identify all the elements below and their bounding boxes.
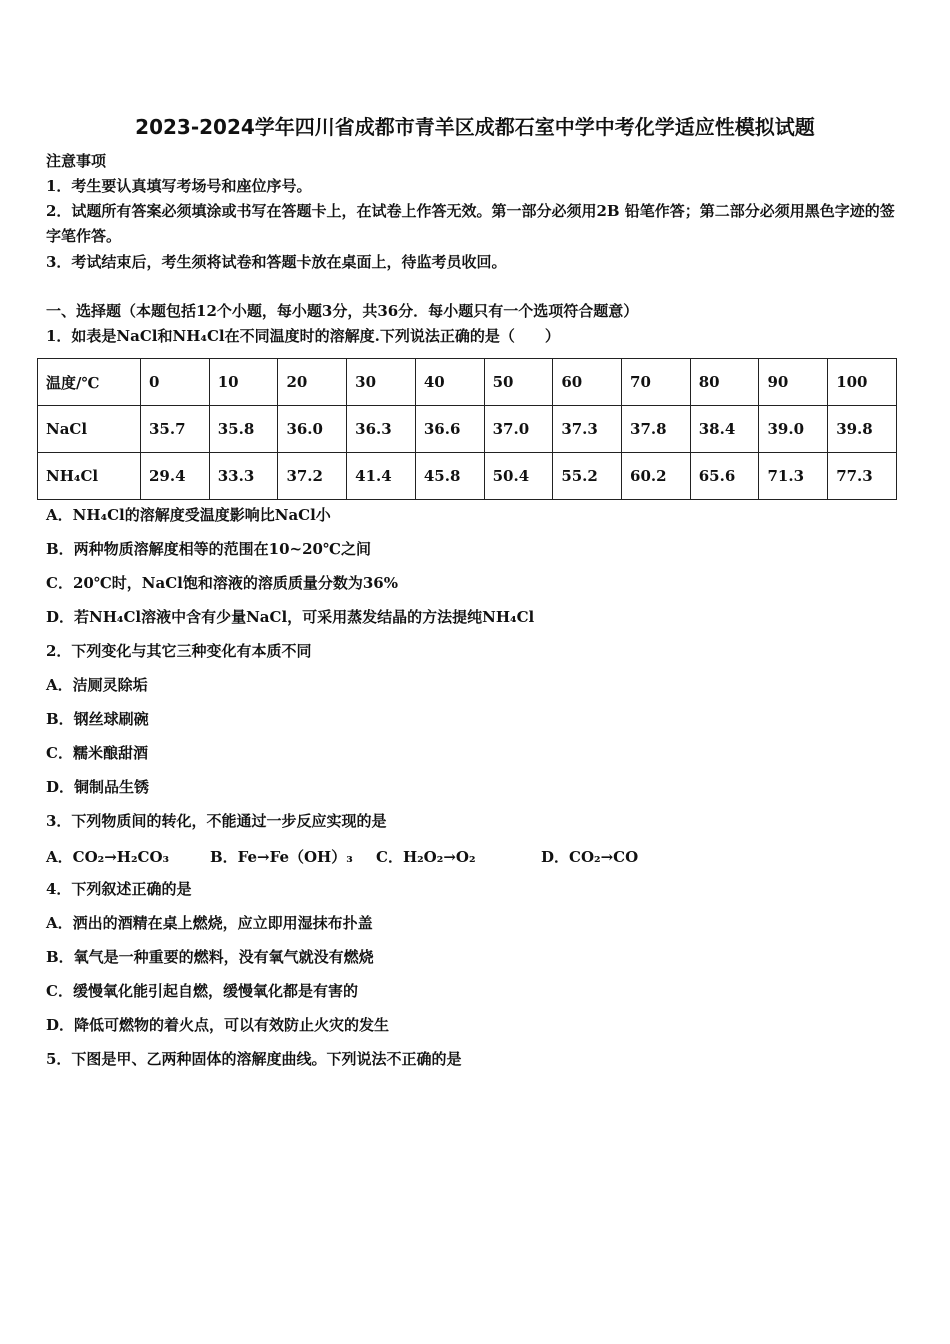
q1-option-c: C．20℃时，NaCl饱和溶液的溶质质量分数为36% [46, 574, 398, 592]
table-cell: 37.0 [484, 406, 553, 453]
table-cell: 45.8 [415, 453, 484, 500]
q2-option-c: C．糯米酿甜酒 [46, 744, 148, 762]
table-row [38, 406, 897, 453]
q3-option-b: B．Fe→Fe（OH）₃ [210, 848, 353, 866]
table-cell: 37.8 [622, 406, 691, 453]
notice-heading: 注意事项 [46, 152, 107, 170]
q3-option-d: D．CO₂→CO [541, 848, 639, 866]
table-cell: 35.8 [209, 406, 278, 453]
table-header-label: 温度/℃ [38, 359, 141, 406]
table-cell: 38.4 [690, 406, 759, 453]
solubility-table [37, 358, 897, 500]
table-header-cell: 20 [278, 359, 347, 406]
table-cell: 50.4 [484, 453, 553, 500]
row-label-nacl: NaCl [38, 406, 141, 453]
table-cell: 37.2 [278, 453, 347, 500]
table-cell: 36.6 [415, 406, 484, 453]
table-header-row [38, 359, 897, 406]
q3-option-c: C．H₂O₂→O₂ [376, 848, 476, 866]
table-cell: 35.7 [141, 406, 210, 453]
q4-option-c: C．缓慢氧化能引起自燃，缓慢氧化都是有害的 [46, 982, 358, 1000]
q2-option-a: A．洁厕灵除垢 [46, 676, 148, 694]
table-cell: 71.3 [759, 453, 828, 500]
q3-option-a: A．CO₂→H₂CO₃ [46, 848, 170, 866]
notice-item-2: 2．试题所有答案必须填涂或书写在答题卡上，在试卷上作答无效。第一部分必须用2B 铅笔作答；第二部分必须用黑色字迹的签字笔作答。 [46, 202, 895, 245]
table-cell: 39.8 [828, 406, 897, 453]
table-header-cell: 100 [828, 359, 897, 406]
table-cell: 65.6 [690, 453, 759, 500]
table-cell: 29.4 [141, 453, 210, 500]
row-label-nh4cl: NH₄Cl [38, 453, 141, 500]
table-cell: 37.3 [553, 406, 622, 453]
q4-option-b: B．氧气是一种重要的燃料，没有氧气就没有燃烧 [46, 948, 374, 966]
table-cell: 36.0 [278, 406, 347, 453]
table-header-cell: 80 [690, 359, 759, 406]
question-3-stem: 3．下列物质间的转化，不能通过一步反应实现的是 [46, 812, 387, 830]
notice-item-1: 1．考生要认真填写考场号和座位序号。 [46, 177, 312, 195]
q1-option-d: D．若NH₄Cl溶液中含有少量NaCl，可采用蒸发结晶的方法提纯NH₄Cl [46, 608, 535, 626]
table-header-cell: 50 [484, 359, 553, 406]
table-cell: 41.4 [347, 453, 416, 500]
table-cell: 36.3 [347, 406, 416, 453]
q1-option-b: B．两种物质溶解度相等的范围在10~20℃之间 [46, 540, 371, 558]
table-cell: 77.3 [828, 453, 897, 500]
table-header-cell: 40 [415, 359, 484, 406]
page-title: 2023-2024学年四川省成都市青羊区成都石室中学中考化学适应性模拟试题 [135, 115, 815, 139]
table-header-cell: 90 [759, 359, 828, 406]
table-header-cell: 30 [347, 359, 416, 406]
table-header-cell: 0 [141, 359, 210, 406]
question-4-stem: 4．下列叙述正确的是 [46, 880, 192, 898]
q2-option-d: D．铜制品生锈 [46, 778, 150, 796]
section-heading: 一、选择题（本题包括12个小题，每小题3分，共36分．每小题只有一个选项符合题意） [46, 302, 639, 320]
question-1-stem: 1．如表是NaCl和NH₄Cl在不同温度时的溶解度.下列说法正确的是（ ） [46, 327, 560, 345]
table-header-cell: 70 [622, 359, 691, 406]
q4-option-d: D．降低可燃物的着火点，可以有效防止火灾的发生 [46, 1016, 390, 1034]
q2-option-b: B．钢丝球刷碗 [46, 710, 149, 728]
q4-option-a: A．洒出的酒精在桌上燃烧，应立即用湿抹布扑盖 [46, 914, 373, 932]
table-header-cell: 10 [209, 359, 278, 406]
question-2-stem: 2．下列变化与其它三种变化有本质不同 [46, 642, 312, 660]
question-5-stem: 5．下图是甲、乙两种固体的溶解度曲线。下列说法不正确的是 [46, 1050, 462, 1068]
table-cell: 55.2 [553, 453, 622, 500]
notice-item-3: 3．考试结束后，考生须将试卷和答题卡放在桌面上，待监考员收回。 [46, 253, 507, 271]
table-cell: 33.3 [209, 453, 278, 500]
q1-option-a: A．NH₄Cl的溶解度受温度影响比NaCl小 [46, 506, 331, 524]
table-cell: 39.0 [759, 406, 828, 453]
table-row [38, 453, 897, 500]
table-cell: 60.2 [622, 453, 691, 500]
table-header-cell: 60 [553, 359, 622, 406]
